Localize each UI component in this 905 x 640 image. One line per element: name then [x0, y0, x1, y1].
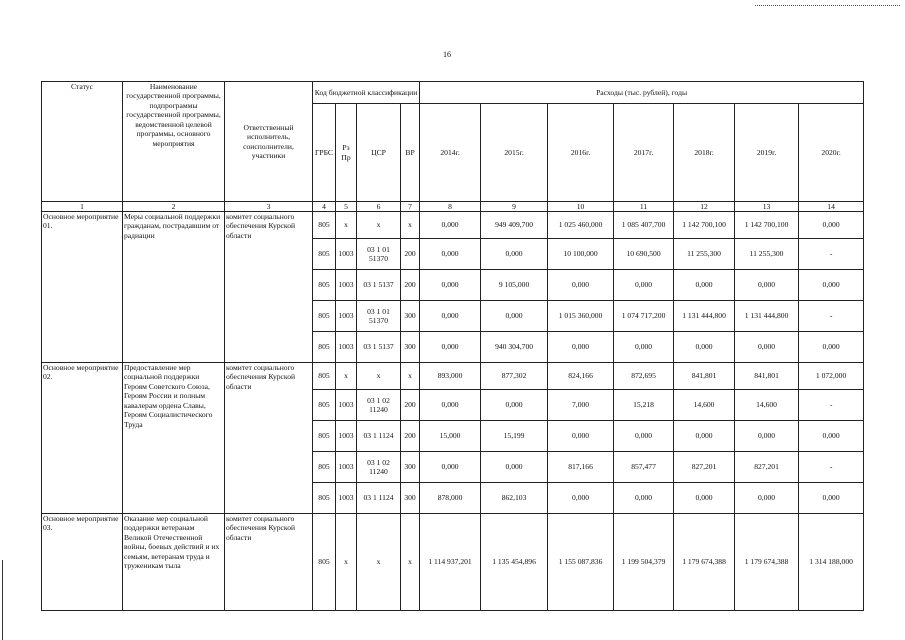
expense-value-cell: 1 142 700,100: [674, 212, 735, 239]
program-name-cell: Предоставление мер социальной поддержки Героям Советского Союза, Героям России и полным кавалерам ордена Славы, Героям Социалистического Труда: [123, 363, 225, 514]
expense-value-cell: 0,000: [614, 332, 674, 363]
csr-cell: х: [357, 363, 401, 390]
expense-value-cell: 0,000: [674, 483, 735, 514]
vr-cell: 300: [401, 301, 420, 332]
expense-value-cell: 7,000: [548, 390, 614, 421]
expense-value-cell: 0,000: [420, 332, 481, 363]
expense-value-cell: 1 142 700,100: [735, 212, 799, 239]
column-number: 2: [123, 202, 225, 212]
expense-value-cell: 949 409,700: [481, 212, 548, 239]
expense-value-cell: 824,166: [548, 363, 614, 390]
expense-value-cell: 1 025 460,000: [548, 212, 614, 239]
expense-value-cell: 1 015 360,000: [548, 301, 614, 332]
expense-value-cell: 1 199 504,379: [614, 514, 674, 611]
expense-value-cell: 15,218: [614, 390, 674, 421]
vr-cell: х: [401, 514, 420, 611]
column-number: 7: [401, 202, 420, 212]
rzpr-cell: 1003: [336, 452, 357, 483]
header-row-1: [42, 82, 864, 104]
rzpr-cell: 1003: [336, 332, 357, 363]
expense-value-cell: 0,000: [420, 270, 481, 301]
csr-cell: 03 1 01 51370: [357, 301, 401, 332]
budget-table: [41, 81, 864, 611]
header-vr: ВР: [401, 104, 420, 202]
vr-cell: 300: [401, 452, 420, 483]
rzpr-cell: х: [336, 212, 357, 239]
grbs-cell: 805: [313, 301, 336, 332]
expense-value-cell: 0,000: [674, 270, 735, 301]
expense-value-cell: 817,166: [548, 452, 614, 483]
header-rzpr: Рз Пр: [336, 104, 357, 202]
csr-cell: 03 1 5137: [357, 270, 401, 301]
expense-value-cell: 877,302: [481, 363, 548, 390]
header-year: 2020г.: [799, 104, 864, 202]
status-cell: Основное мероприятие 01.: [42, 212, 123, 363]
rzpr-cell: 1003: [336, 483, 357, 514]
csr-cell: 03 1 5137: [357, 332, 401, 363]
header-year: 2015г.: [481, 104, 548, 202]
column-number: 9: [481, 202, 548, 212]
expense-value-cell: 0,000: [735, 421, 799, 452]
column-number: 5: [336, 202, 357, 212]
header-executor: Ответственный исполнитель, соисполнители, участники: [225, 82, 313, 202]
grbs-cell: 805: [313, 390, 336, 421]
expense-value-cell: 940 304,700: [481, 332, 548, 363]
expense-value-cell: 0,000: [735, 483, 799, 514]
vr-cell: 200: [401, 390, 420, 421]
expense-value-cell: 0,000: [481, 452, 548, 483]
expense-value-cell: 827,201: [674, 452, 735, 483]
left-edge-rule: [2, 560, 3, 640]
expense-value-cell: 827,201: [735, 452, 799, 483]
top-dotted-rule: [755, 5, 900, 6]
expense-value-cell: 0,000: [614, 421, 674, 452]
executor-cell: комитет социального обеспечения Курской области: [225, 212, 313, 363]
expense-value-cell: 841,801: [674, 363, 735, 390]
header-year: 2018г.: [674, 104, 735, 202]
expense-value-cell: -: [799, 239, 864, 270]
expense-value-cell: 1 155 087,836: [548, 514, 614, 611]
expense-value-cell: 0,000: [481, 239, 548, 270]
program-name-cell: Оказание мер социальной поддержки ветеранам Великой Отечественной войны, боевых действий и их семьям, ветеранам труда и труженикам тыла: [123, 514, 225, 611]
executor-cell: комитет социального обеспечения Курской области: [225, 514, 313, 611]
grbs-cell: 805: [313, 452, 336, 483]
expense-value-cell: 10 690,500: [614, 239, 674, 270]
rzpr-cell: 1003: [336, 270, 357, 301]
expense-value-cell: 0,000: [735, 270, 799, 301]
rzpr-cell: 1003: [336, 421, 357, 452]
expense-value-cell: 841,801: [735, 363, 799, 390]
column-number: 13: [735, 202, 799, 212]
vr-cell: 200: [401, 270, 420, 301]
expense-value-cell: 15,000: [420, 421, 481, 452]
expense-value-cell: 0,000: [420, 301, 481, 332]
expense-value-cell: 893,000: [420, 363, 481, 390]
grbs-cell: 805: [313, 421, 336, 452]
expense-value-cell: 0,000: [674, 421, 735, 452]
vr-cell: 300: [401, 483, 420, 514]
expense-value-cell: 15,199: [481, 421, 548, 452]
column-number: 11: [614, 202, 674, 212]
vr-cell: 200: [401, 239, 420, 270]
expense-value-cell: -: [799, 390, 864, 421]
expense-value-cell: 14,600: [674, 390, 735, 421]
grbs-cell: 805: [313, 332, 336, 363]
expense-value-cell: 1 114 937,201: [420, 514, 481, 611]
vr-cell: 200: [401, 421, 420, 452]
csr-cell: 03 1 02 11240: [357, 452, 401, 483]
status-cell: Основное мероприятие 02.: [42, 363, 123, 514]
expense-value-cell: 1 179 674,388: [674, 514, 735, 611]
vr-cell: х: [401, 363, 420, 390]
grbs-cell: 805: [313, 239, 336, 270]
expense-value-cell: 10 100,000: [548, 239, 614, 270]
expense-value-cell: 9 105,000: [481, 270, 548, 301]
header-year: 2016г.: [548, 104, 614, 202]
expense-value-cell: 0,000: [420, 212, 481, 239]
grbs-cell: 805: [313, 483, 336, 514]
executor-cell: комитет социального обеспечения Курской области: [225, 363, 313, 514]
expense-value-cell: 0,000: [799, 212, 864, 239]
column-number: 8: [420, 202, 481, 212]
vr-cell: х: [401, 212, 420, 239]
csr-cell: 03 1 1124: [357, 483, 401, 514]
rzpr-cell: 1003: [336, 239, 357, 270]
expense-value-cell: 878,000: [420, 483, 481, 514]
column-number: 6: [357, 202, 401, 212]
expense-value-cell: 0,000: [614, 483, 674, 514]
header-year: 2019г.: [735, 104, 799, 202]
rzpr-cell: х: [336, 514, 357, 611]
expense-value-cell: 857,477: [614, 452, 674, 483]
vr-cell: 300: [401, 332, 420, 363]
program-name-cell: Меры социальной поддержки гражданам, пострадавшим от радиации: [123, 212, 225, 363]
expense-value-cell: -: [799, 301, 864, 332]
expense-value-cell: 0,000: [548, 483, 614, 514]
expense-value-cell: 0,000: [799, 483, 864, 514]
expense-value-cell: 0,000: [799, 421, 864, 452]
header-grbs: ГРБС: [313, 104, 336, 202]
column-number: 14: [799, 202, 864, 212]
csr-cell: 03 1 02 11240: [357, 390, 401, 421]
expense-value-cell: 0,000: [481, 390, 548, 421]
csr-cell: х: [357, 212, 401, 239]
column-number: 10: [548, 202, 614, 212]
rzpr-cell: 1003: [336, 390, 357, 421]
expense-value-cell: 1 131 444,800: [674, 301, 735, 332]
grbs-cell: 805: [313, 270, 336, 301]
expense-value-cell: 872,695: [614, 363, 674, 390]
expense-value-cell: -: [799, 452, 864, 483]
expense-value-cell: 0,000: [799, 332, 864, 363]
status-cell: Основное мероприятие 03.: [42, 514, 123, 611]
header-program-name: Наименование государственной программы, подпрограммы государственной программы, ведомственной целевой программы, основного мероприятия: [123, 82, 225, 202]
csr-cell: 03 1 1124: [357, 421, 401, 452]
column-number: 4: [313, 202, 336, 212]
expense-value-cell: 1 074 717,200: [614, 301, 674, 332]
table-row: [42, 514, 864, 611]
expense-value-cell: 0,000: [614, 270, 674, 301]
expense-value-cell: 0,000: [548, 421, 614, 452]
expense-value-cell: 1 131 444,800: [735, 301, 799, 332]
expense-value-cell: 1 179 674,388: [735, 514, 799, 611]
table-row: [42, 212, 864, 239]
column-number: 12: [674, 202, 735, 212]
rzpr-cell: 1003: [336, 301, 357, 332]
grbs-cell: 805: [313, 212, 336, 239]
header-expenses: Расходы (тыс. рублей), годы: [420, 82, 864, 104]
expense-value-cell: 0,000: [481, 301, 548, 332]
column-number: 3: [225, 202, 313, 212]
expense-value-cell: 11 255,300: [674, 239, 735, 270]
csr-cell: х: [357, 514, 401, 611]
column-number: 1: [42, 202, 123, 212]
expense-value-cell: 0,000: [420, 452, 481, 483]
page-number: 16: [443, 50, 451, 59]
header-year: 2017г.: [614, 104, 674, 202]
grbs-cell: 805: [313, 363, 336, 390]
expense-value-cell: 1 072,000: [799, 363, 864, 390]
expense-value-cell: 14,600: [735, 390, 799, 421]
expense-value-cell: 0,000: [674, 332, 735, 363]
column-number-row: [42, 202, 864, 212]
expense-value-cell: 0,000: [548, 270, 614, 301]
expense-value-cell: 1 314 188,000: [799, 514, 864, 611]
rzpr-cell: х: [336, 363, 357, 390]
expense-value-cell: 0,000: [548, 332, 614, 363]
expense-value-cell: 1 085 407,700: [614, 212, 674, 239]
expense-value-cell: 0,000: [420, 390, 481, 421]
header-budget-code: Код бюджетной классификации: [313, 82, 420, 104]
expense-value-cell: 0,000: [735, 332, 799, 363]
expense-value-cell: 1 135 454,896: [481, 514, 548, 611]
grbs-cell: 805: [313, 514, 336, 611]
expense-value-cell: 0,000: [799, 270, 864, 301]
header-status: Статус: [42, 82, 123, 202]
table-row: [42, 363, 864, 390]
csr-cell: 03 1 01 51370: [357, 239, 401, 270]
expense-value-cell: 11 255,300: [735, 239, 799, 270]
header-csr: ЦСР: [357, 104, 401, 202]
expense-value-cell: 862,103: [481, 483, 548, 514]
header-year: 2014г.: [420, 104, 481, 202]
expense-value-cell: 0,000: [420, 239, 481, 270]
